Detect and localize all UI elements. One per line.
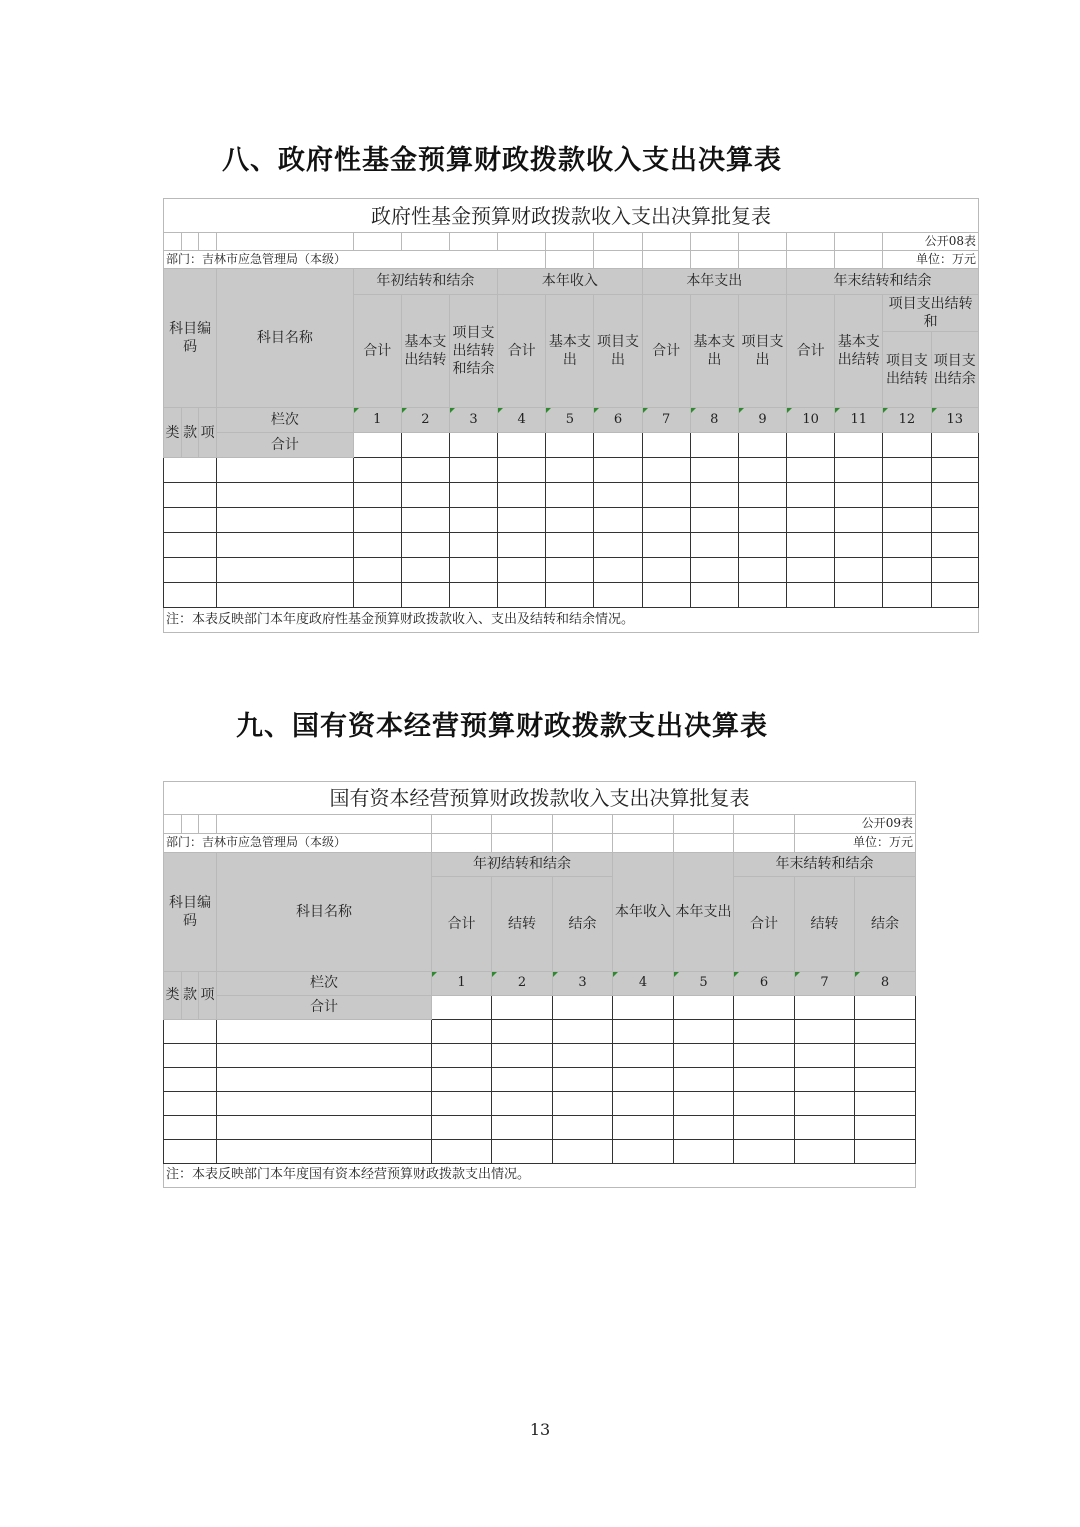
department-label: 部门：吉林市应急管理局（本级）	[164, 251, 546, 269]
table-row	[164, 1140, 916, 1164]
header-xiang: 项	[199, 408, 217, 458]
state-capital-table	[163, 781, 916, 1188]
table-row	[164, 458, 979, 483]
header-basic-expense: 基本支出	[690, 295, 738, 408]
header-balance: 结余	[553, 877, 613, 972]
header-end-balance: 年末结转和结余	[787, 269, 979, 295]
table-note: 注：本表反映部门本年度政府性基金预算财政拨款收入、支出及结转和结余情况。	[164, 608, 979, 633]
header-total: 合计	[353, 295, 401, 408]
column-number: 8	[690, 408, 738, 433]
header-year-expense: 本年支出	[674, 853, 734, 972]
section8-heading: 八、政府性基金预算财政拨款收入支出决算表	[222, 145, 782, 176]
total-row-label: 合计	[217, 433, 353, 458]
table-row	[164, 583, 979, 608]
column-number: 2	[492, 972, 553, 996]
header-basic-carry: 基本支出结转	[835, 295, 883, 408]
column-number: 4	[613, 972, 674, 996]
table-row	[164, 533, 979, 558]
header-project-balance: 项目支出结余	[931, 332, 978, 408]
header-project-carry-balance: 项目支出结转和结余	[449, 295, 497, 408]
header-year-income: 本年收入	[498, 269, 642, 295]
header-project-carry: 项目支出结转	[883, 332, 931, 408]
header-subject-code: 科目编码	[164, 269, 217, 408]
table-row	[164, 483, 979, 508]
header-year-expense: 本年支出	[642, 269, 786, 295]
total-row-label: 合计	[217, 996, 432, 1020]
table-title: 国有资本经营预算财政拨款收入支出决算批复表	[164, 782, 916, 815]
column-number: 1	[432, 972, 492, 996]
table-row	[164, 1116, 916, 1140]
header-carry: 结转	[795, 877, 855, 972]
header-lei: 类	[164, 972, 182, 1020]
column-number: 12	[883, 408, 931, 433]
table-row	[164, 1092, 916, 1116]
column-number: 6	[594, 408, 642, 433]
header-total: 合计	[787, 295, 835, 408]
table-row	[164, 508, 979, 533]
column-number: 7	[795, 972, 855, 996]
header-balance: 结余	[855, 877, 916, 972]
column-number: 10	[787, 408, 835, 433]
table-row	[164, 1068, 916, 1092]
form-code: 公开08表	[883, 233, 979, 251]
form-code: 公开09表	[795, 815, 916, 834]
header-begin-balance: 年初结转和结余	[432, 853, 613, 877]
column-number: 6	[734, 972, 795, 996]
header-carry: 结转	[492, 877, 553, 972]
table-note: 注：本表反映部门本年度国有资本经营预算财政拨款支出情况。	[164, 1164, 916, 1188]
column-number: 4	[498, 408, 546, 433]
header-lei: 类	[164, 408, 182, 458]
header-total: 合计	[498, 295, 546, 408]
header-project-expense: 项目支出	[738, 295, 786, 408]
column-number: 1	[353, 408, 401, 433]
header-project-sub: 项目支出结转和	[883, 295, 979, 332]
column-number: 3	[553, 972, 613, 996]
column-number: 7	[642, 408, 690, 433]
header-xiang: 项	[199, 972, 217, 1020]
column-number: 13	[931, 408, 978, 433]
header-total: 合计	[432, 877, 492, 972]
header-basic-carry: 基本支出结转	[401, 295, 449, 408]
column-number: 3	[449, 408, 497, 433]
header-basic-expense: 基本支出	[546, 295, 594, 408]
header-end-balance: 年末结转和结余	[734, 853, 916, 877]
header-begin-balance: 年初结转和结余	[353, 269, 497, 295]
fund-budget-table	[163, 198, 979, 633]
header-year-income: 本年收入	[613, 853, 674, 972]
header-project-expense: 项目支出	[594, 295, 642, 408]
header-column-index: 栏次	[217, 408, 353, 433]
table-row	[164, 558, 979, 583]
header-kuan: 款	[182, 408, 199, 458]
header-column-index: 栏次	[217, 972, 432, 996]
table-title: 政府性基金预算财政拨款收入支出决算批复表	[164, 199, 979, 233]
department-label: 部门：吉林市应急管理局（本级）	[164, 834, 432, 853]
header-total: 合计	[734, 877, 795, 972]
header-subject-name: 科目名称	[217, 853, 432, 972]
header-kuan: 款	[182, 972, 199, 1020]
column-number: 8	[855, 972, 916, 996]
header-subject-name: 科目名称	[217, 269, 353, 408]
column-number: 5	[674, 972, 734, 996]
table-row	[164, 1044, 916, 1068]
column-number: 2	[401, 408, 449, 433]
column-number: 9	[738, 408, 786, 433]
header-total: 合计	[642, 295, 690, 408]
header-subject-code: 科目编码	[164, 853, 217, 972]
section9-heading: 九、国有资本经营预算财政拨款支出决算表	[236, 711, 768, 742]
table-row	[164, 1020, 916, 1044]
page-number: 13	[529, 1420, 551, 1439]
column-number: 11	[835, 408, 883, 433]
column-number: 5	[546, 408, 594, 433]
unit-label: 单位：万元	[795, 834, 916, 853]
unit-label: 单位：万元	[883, 251, 979, 269]
